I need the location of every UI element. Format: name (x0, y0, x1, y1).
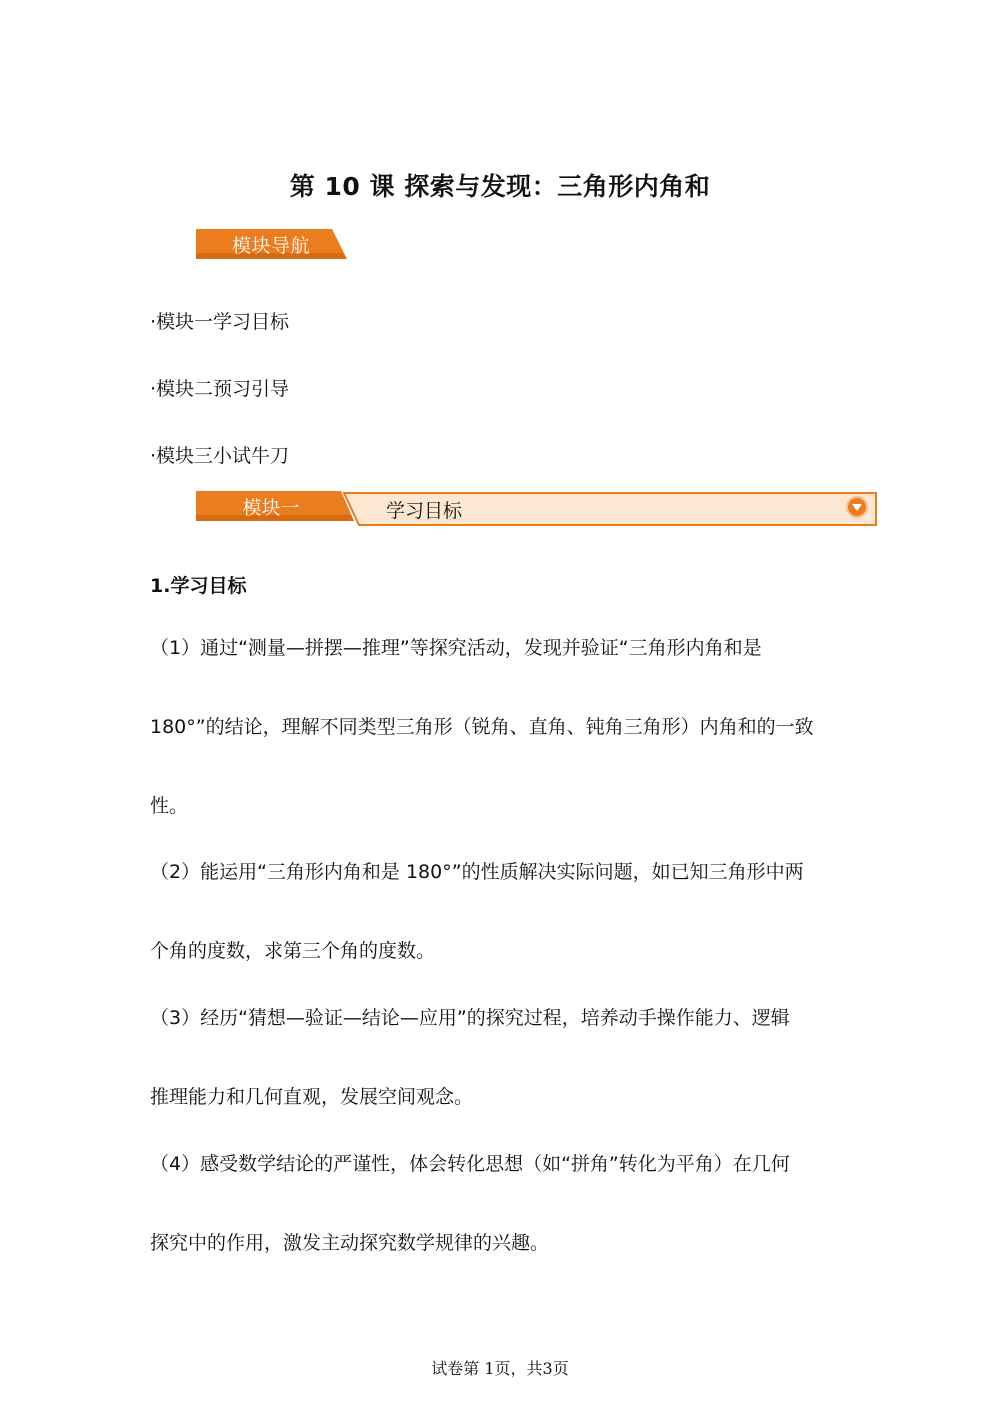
banner-label: 模块导航 (231, 235, 310, 257)
section-heading: 1.学习目标 (150, 575, 247, 597)
paragraph-line: （2）能运用“三角形内角和是 180°”的性质解决实际问题，如已知三角形中两 (150, 861, 804, 883)
module-name: 学习目标 (386, 500, 463, 522)
objective-paragraph-4 (150, 1155, 850, 1313)
module-navigation-banner (196, 229, 348, 261)
nav-item-module-3: ·模块三小试牛刀 (150, 445, 290, 467)
nav-item-module-2: ·模块二预习引导 (150, 378, 290, 400)
nav-item-module-1: ·模块一学习目标 (150, 311, 290, 333)
paragraph-line: 180°”的结论，理解不同类型三角形（锐角、直角、钝角三角形）内角和的一致 (150, 716, 814, 738)
paragraph-line: （3）经历“猜想—验证—结论—应用”的探究过程，培养动手操作能力、逻辑 (150, 1007, 790, 1029)
paragraph-line: 性。 (150, 795, 189, 817)
paragraph-line: 探究中的作用，激发主动探究数学规律的兴趣。 (150, 1232, 550, 1254)
paragraph-line: （1）通过“测量—拼摆—推理”等探究活动，发现并验证“三角形内角和是 (150, 637, 762, 659)
page-footer: 试卷第 1页，共3页 (431, 1359, 569, 1378)
objective-paragraph-1 (150, 639, 850, 876)
module-tag: 模块一 (242, 497, 300, 519)
paragraph-line: （4）感受数学结论的严谨性，体会转化思想（如“拼角”转化为平角）在几何 (150, 1153, 790, 1175)
paragraph-line: 推理能力和几何直观，发展空间观念。 (150, 1086, 474, 1108)
paragraph-line: 个角的度数，求第三个角的度数。 (150, 940, 436, 962)
module-header-bar (196, 491, 880, 527)
page-title: 第 10 课 探索与发现：三角形内角和 (289, 172, 711, 201)
objective-paragraph-2 (150, 863, 850, 1021)
objective-paragraph-3 (150, 1009, 850, 1167)
chevron-down-icon[interactable] (846, 496, 868, 518)
